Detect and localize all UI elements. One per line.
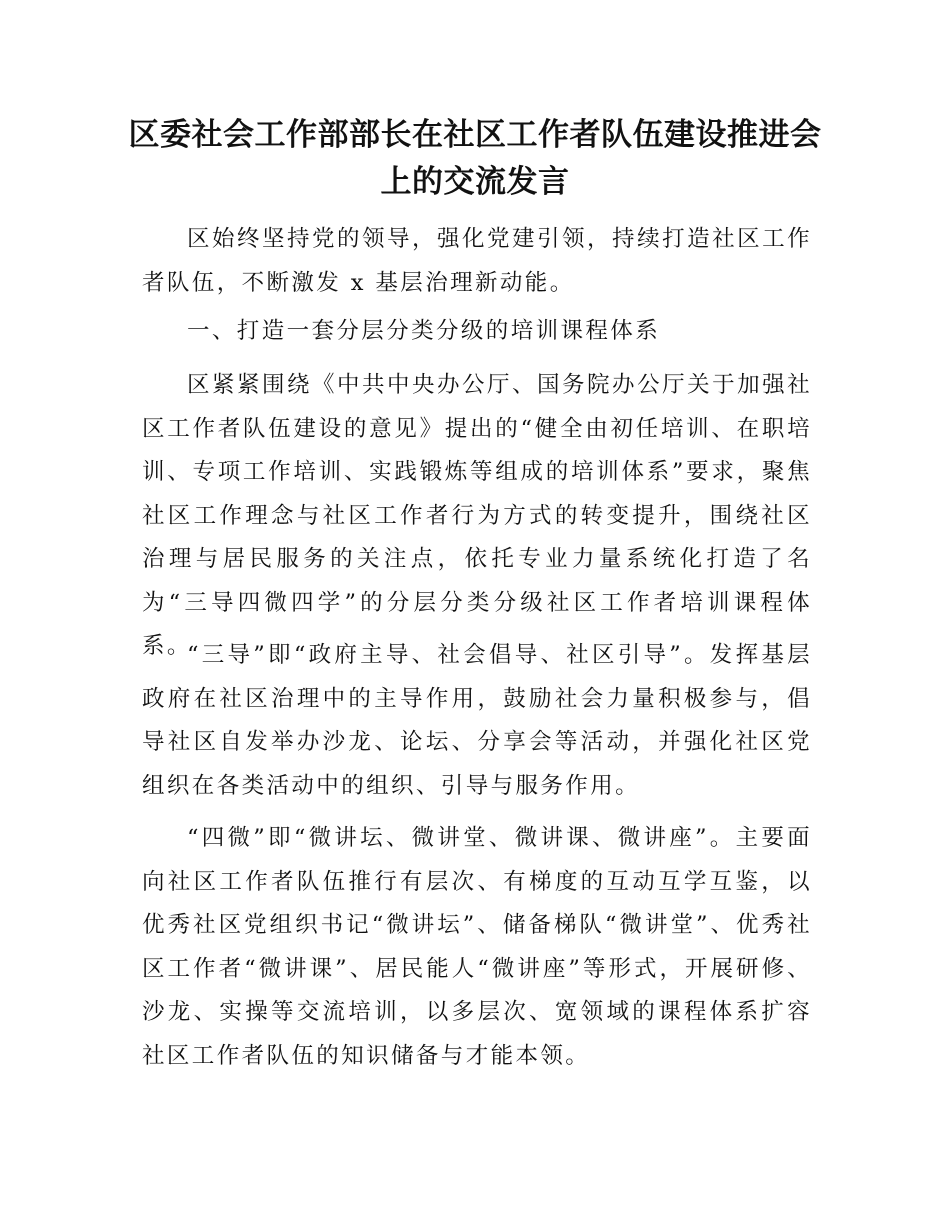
section-heading-1: 一、打造一套分层分类分级的培训课程体系 [187, 318, 661, 344]
page-title: 区委社会工作部部长在社区工作者队伍建设推进会上的交流发言 [128, 117, 822, 200]
paragraph-training-system: 区紧紧围绕《中共中央办公厅、国务院办公厅关于加强社区工作者队伍建设的意见》提出的“健全由初任培训、在职培训、专项工作培训、实践锻炼等组成的培训体系”要求，聚焦社区工作理念与社区工作者行为方式的转变提升，围绕社区治理与居民服务的关注点，依托专业力量系统化打造了名为“三导四微四学”的分层分类分级社区工作者培训课程体系。 [142, 372, 812, 659]
paragraph-intro: 区始终坚持党的领导，强化党建引领，持续打造社区工作者队伍，不断激发 x 基层治理新动能。 [142, 226, 812, 296]
paragraph-four-micro: “四微”即“微讲坛、微讲堂、微讲课、微讲座”。主要面向社区工作者队伍推行有层次、有梯度的互动互学互鉴，以优秀社区党组织书记“微讲坛”、储备梯队“微讲堂”、优秀社区工作者“微讲课”、居民能人“微讲座”等形式，开展研修、沙龙、实操等交流培训，以多层次、宽领域的课程体系扩容社区工作者队伍的知识储备与才能本领。 [142, 825, 812, 1069]
paragraph-three-guides: “三导”即“政府主导、社会倡导、社区引导”。发挥基层政府在社区治理中的主导作用，鼓励社会力量积极参与，倡导社区自发举办沙龙、论坛、分享会等活动，并强化社区党组织在各类活动中的组织、引导与服务作用。 [142, 642, 812, 799]
